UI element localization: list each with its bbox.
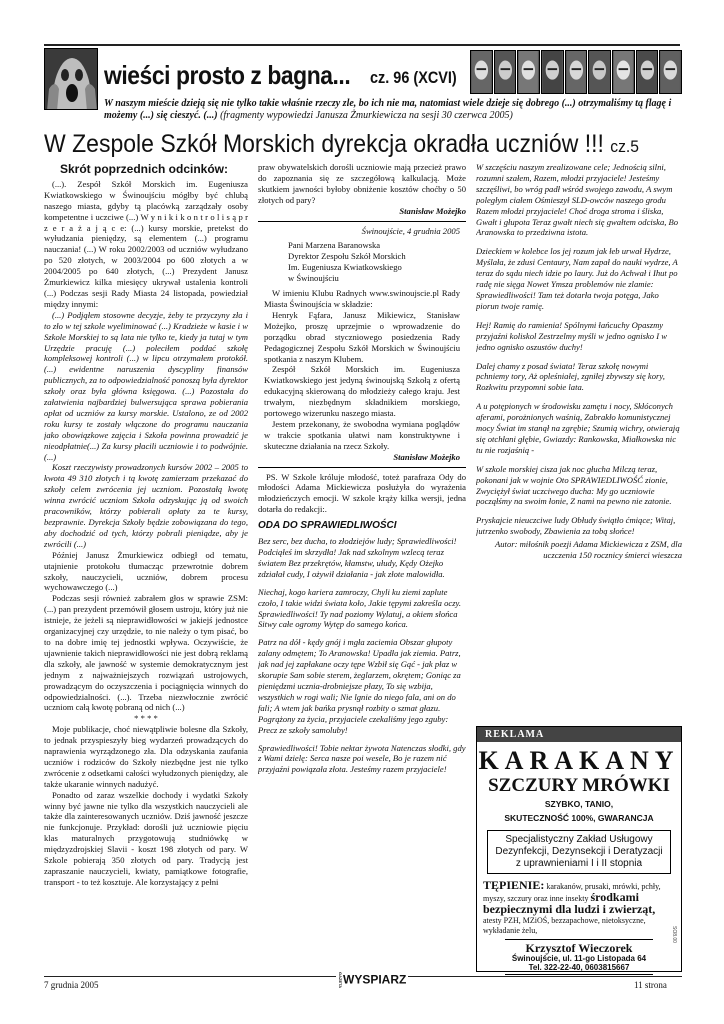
ad-phone: Tel. 322-22-40, 0603815667: [528, 963, 630, 972]
ad-description: [477, 880, 681, 936]
logo-small: GAZETA: [338, 972, 343, 989]
headline-text: W Zespole Szkół Morskich dyrekcja okradła uczniów !!!: [44, 130, 604, 158]
top-rule: [44, 44, 680, 46]
portrait-photo: [636, 50, 659, 94]
poem-stanza: Bez serc, bez ducha, to złodziejów ludy; Sprawiedliwości! Podciąłeś im skrzydła! Jak nad szkolnym wzlecą teraz światem Bez przekrętów, kłamstw, ułudy, Kędy Ożejko zdziałał cudy, I ożywił działania - jak złote malowidła.: [258, 536, 457, 579]
poem-author: Autor: miłośnik poezji Adama Mickiewicza z ZSM, dla uczczenia 150 rocznicy śmierci wieszcza: [495, 539, 682, 561]
ad-tagline: SZYBKO, TANIO,: [544, 799, 614, 809]
paragraph: W imieniu Klubu Radnych www.swinoujscie.pl Rady Miasta Świnoujścia w składzie:: [264, 288, 460, 309]
column-1: [44, 162, 248, 980]
paragraph: PS. W Szkole króluje młodość, toteż parafraza Ody do młodości Adama Mickiewicza posłużyła do wyrażenia młodzieńczych emocji. W szkole krąży kilka wersji, jedna dotarła do redakcji:.: [258, 471, 466, 515]
header-quote: [104, 98, 682, 122]
column-2: [258, 162, 466, 980]
signature: Stanisław Możejko: [399, 205, 466, 216]
portrait-photo: [517, 50, 540, 94]
page-number: 11 strona: [634, 980, 667, 990]
section-subtitle: Skrót poprzednich odcinków:: [60, 162, 229, 176]
poem-stanza: W szkole morskiej cisza jak noc głucha Milczą teraz, pokonani jak w wojnie Oto SPRAWIEDLIWOŚĆ zionie, Zwyciężył świat uczciwego ducha: My go uczniowie począłśmy na swoim łonie, Z nami na pewno nie zatonie.: [476, 463, 672, 507]
ad-service-line: z uprawnieniami I i II stopnia: [515, 858, 643, 869]
face-strip: [470, 50, 682, 94]
poem-stanza: Dzieckiem w kolebce los jej rozum jak łeb urwał Hydrze, Myślała, że zdusi Centaury, Nam zapał do nauki wydrze, A teraz do sądu niech idzie po laury. Już do Achwał i Ihut po radę nie sięga Nowet Ymsza problemów nie zlamie: Sprawiedliwości! Tam też dotarła twoja potęga, Jako piorun twoje ramię.: [476, 246, 678, 311]
portrait-photo: [612, 50, 635, 94]
paragraph: Podczas sesji również zabrałem głos w sprawie ZSM: (...) pan prezydent przemówił głosem ustroju, który już nie istnieje, że jeżeli są nieprawidłowości w jakiejś jednostce organizacyjnej czy urzędzie, to nie należy o tym pisać, bo to na dobre imię tej jednostki wpływa. Oczywiście, że ujawnienie takich nieprawidłowości nie jest dobrą reklamą dla szkoły, ale jawność w systemie demokratycznym jest jednym z najważniejszych rozwiązań ustrojowych, prowadzącym do oczyszczenia i pociągnięcia winnych do odpowiedzialności. (...). Trzeba niezwłocznie zwrócić uczniom całą kwotę pobraną od nich (...): [44, 593, 248, 713]
headline-part: cz.5: [610, 137, 639, 156]
ad-subtitle: SZCZURY MRÓWKI: [488, 775, 670, 796]
paragraph: praw obywatelskich dorośli uczniowie mają przecież prawo do zapoznania się ze szczegółową kalkulacją. Może skutkiem jawności byłoby obniżenie kosztów choćby o 50 złotych od pary?: [258, 162, 466, 205]
ad-tep-word: TĘPIENIE:: [483, 878, 545, 892]
paragraph: Ponadto od zaraz wszelkie dochody i wydatki Szkoły winny być jawne nie tylko dla wszystkich nauczycieli ale także dla zainteresowanych uczniów. Dziś jawność jeszcze nie funkcjonuje. Przykład: dorośli już uczniowie pięciu klas maturalnych przygotowują studniówkę w międzyzdrojskiej Slavii - koszt 198 złotych od pary. W Szkole pobierają 350 złotych od pary. Tradycją jest zapraszanie nauczycieli, kwiaty, pamiątkowe fotografie, transport - to też kosztuje. Ale korzystający z pełni: [44, 789, 248, 887]
ad-contact: [505, 939, 653, 975]
quote-text: W naszym mieście dzieją się nie tylko takie właśnie rzeczy zle, bo ich nie ma, natomiast wiele dzieje się dobrego (...) otrzymaliśmy tą flagę i możemy (...) się cieszyć. (...): [104, 98, 672, 121]
paragraph: (...) Podjąłem stosowne decyzje, żeby te przyczyny zła i to zło w tej szkole wyeliminować (...) Kradzieże w kasie i w Szkole Morskiej to są lata nie tylko te, kiedy ja tutaj w tym Urzędzie pracuję (...) poleciłem poddać szkołę kompleksowej kontroli (...) w lipcu otrzymałem protokół. (...) ewidentne naruszenia dyscypliny finansów publicznych, za to odpowiedzialność ponoszą była dyrektor szkoły oraz była główna księgowa. (...) Pozostała do załatwienia najbardziej bulwersująca sprawa pobierania opłat od uczniów za kursy morskie. Ustalono, ze od 2002 roku kursy te zostały włączone do programu nauczania jako obowiązkowe zajęcia i Szkoła powinna prowadzić je nieodpłatnie(...) Za kursy płacili uczniowie i to podwójnie. (...): [44, 309, 248, 462]
signature: Stanisław Możejko: [393, 451, 460, 462]
ad-tep-att: atesty PZH, MZiOŚ, bezzapachowe, nietoksyczne, wykładanie żelu,: [483, 916, 646, 935]
column-3: [476, 162, 682, 722]
letter-address: Im. Eugeniusza Kwiatkowskiego: [288, 262, 402, 273]
issue-date: 7 grudnia 2005: [44, 980, 99, 990]
ad-address: Świnoujście, ul. 11-go Listopada 64: [511, 954, 647, 963]
letter-box: [258, 221, 466, 468]
paragraph: Henryk Fąfara, Janusz Mikiewicz, Stanisław Możejko, proszę uprzejmie o wprowadzenie do porządku obrad styczniowego posiedzenia Rady Pedagogicznej Zespołu Szkół Morskich w Świnoujściu spotkania z naszym Klubem.: [264, 309, 460, 364]
letter-date: Świnoujście, 4 grudnia 2005: [361, 225, 460, 236]
section-separator: * * * *: [134, 713, 158, 724]
ad-tagline: SKUTECZNOŚĆ 100%, GWARANCJA: [504, 813, 654, 823]
ad-tep-text: karakanów, prusaki, mrówki, pchły, myszy, szczury oraz inne insekty: [483, 882, 661, 903]
portrait-photo: [588, 50, 611, 94]
portrait-photo: [659, 50, 682, 94]
portrait-photo: [541, 50, 564, 94]
paragraph: Koszt rzeczywisty prowadzonych kursów 2002 – 2005 to kwota 49 310 złotych i tą kwotę zamierzam przekazać do szkoły celem zwrócenia jej uczniom. Pozostałą kwotę winna zwrócić uczniom Szkoła odzyskując ją od swoich pracowników, którzy pobierali opłaty za te kursy, bezprawnie. Dyrekcja Szkoły będzie zobowiązana do tego, aby dochodzić od tych, którzy pobrali pieniądze, aby je zwrócili (...): [44, 462, 248, 549]
portrait-photo: [565, 50, 588, 94]
poem-stanza: Niechaj, kogo kariera zamroczy, Chyli ku ziemi zaplute czoło, I takie widzi świata koło, Jakie tępymi zakreśla oczy. Sprawiedliwości! Ty nad poziomy Wylatuj, a okiem słońca Sitwy całe ogromy Wytęp do samego końca.: [258, 586, 462, 630]
paragraph: Moje publikacje, choć niewątpliwie bolesne dla Szkoły, to jednak przyspieszyły bieg wydarzeń prowadzących do naprawienia wyrządzonego zła. Dla odzyskania zaufania uczniów i rodziców do Szkoły niezbędne jest nie tylko zwrócenie z odsetkami całości wyłudzonych pieniędzy, ale także ukaranie winnych nadużyć.: [44, 724, 248, 789]
ad-tep-bold: środkami bezpiecznymi dla ludzi i zwierząt,: [483, 890, 656, 916]
series-number: cz. 96 (XCVI): [370, 68, 457, 87]
article-headline: [44, 130, 639, 161]
ad-service-box: [487, 830, 671, 874]
publication-logo: [336, 972, 408, 988]
ad-brand: KARAKANY: [478, 746, 680, 775]
quote-source: (fragmenty wypowiedzi Janusza Żmurkiewicza na sesji 30 czerwca 2005): [220, 110, 513, 121]
letter-address: Pani Marzena Baranowska: [288, 240, 381, 251]
letter-address: Dyrektor Zespołu Szkół Morskich: [288, 251, 406, 262]
advertisement: [476, 726, 682, 972]
poem-stanza: Sprawiedliwości! Tobie nektar żywota Natenczas słodki, gdy z Wami dzielę: Serca nasze poi wesele, Bo je razem nić przyjaźni powiązała złota. Jesteśmy razem przyjaciele!: [258, 742, 466, 775]
poem-stanza: W szczęściu naszym zrealizowane cele; Jednością silni, rozumni szałem, Razem, młodzi przyjaciele! Jesteśmy szczęśliwi, bo wróg padł wśród swojego zawodu, A swym poległym ciałem Ośmieszył SLD-owców naszego grodu Razem młodzi przyjaciele! Choć droga stroma i śliska, Gwałt i głupota Teraz gwałt niech się gwałtem odciska, Bo Aranowska to przedziwna istota.: [476, 162, 679, 238]
scream-illustration: [44, 48, 98, 110]
ad-owner: Krzysztof Wieczorek: [525, 941, 633, 955]
poem-stanza: Hej! Ramię do ramienia! Spólnymi łańcuchy Opaszmy przyjaźni koliskol Zestrzelmy myśli w jedno ognisko I w jedno ognisko oszustów duchy!: [476, 319, 667, 352]
paragraph: Później Janusz Żmurkiewicz odbiegł od tematu, utajnienie protokołu tłumacząc przewrotnie dobrem szkoły, nauczycieli, uczniów, dobrem procesu wychowawczego (...): [44, 549, 248, 593]
poem-stanza: A u potępionych w środowisku zamętu i nocy, Skłóconych aferami, porożnionych waśnią, Zabrakło komunistycznej mocy Świat im stanął na zgrębie; Szumią wichry, otwierają się otchłani głębie, Gwiazdy: Rankowska, Miałkowska nic tu nie rozjaśnią -: [476, 401, 680, 455]
poem: [258, 536, 466, 775]
poem-stanza: Dalej chamy z posad świata! Teraz szkołę nowymi pchniemy tory, Aż opleśniałej, zgniłej zbywszy się kory, Rozkwitu przypomni sobie lata.: [476, 360, 665, 393]
paragraph: (...). Zespół Szkół Morskich im. Eugeniusza Kwiatkowskiego w Świnoujściu mógłby być chlubą naszego miasta, gdyby tą placówką zarządzały osoby kompetentne i uczciwe (...) W y n i k i k o n t r o l i s ą p r z e r a ż a j ą c e: (...) kursy morskie, pretekst do wyłudzania pieniędzy, są elementem (...) programu nauczania! (...) W roku 2002/2003 od uczniów wyłudzano po 520 złotych, w 2003/2004 po 600 złotych a w 2004/2005 po 640 złotych, (...) Prezydent Janusz Żmurkiewicz kilka miesięcy ukrywał ustalenia kontroli (...) Podczas sesji Rady Miasta 24 listopada, powiedział między innymi:: [44, 178, 248, 309]
logo-text: WYSPIARZ: [343, 972, 407, 987]
portrait-photo: [494, 50, 517, 94]
ad-service-line: Specjalistyczny Zakład Usługowy: [505, 834, 653, 845]
portrait-photo: [470, 50, 493, 94]
poem-stanza: Pryskajcie nieuczciwe ludy Obłudy świątło ćmiące; Witaj, jutrzenko swobody, Zbawienia za tobą słońce!: [476, 515, 676, 537]
series-title: wieści prosto z bagna...: [104, 60, 351, 90]
ad-header: REKLAMA: [477, 727, 681, 742]
paragraph: Jestem przekonany, że swobodna wymiana poglądów w trakcie spotkania ułatwi nam konstruktywne i skuteczne działania na rzecz Szkoły.: [264, 418, 460, 451]
paragraph: Zespół Szkół Morskich im. Eugeniusza Kwiatkowskiego jest jedyną świnoujską Szkołą z ofertą edukacyjną skierowaną do młodzieży całego kraju. Jest trwałym, niezbędnym składnikiem morskiego, portowego wizerunku naszego miasta.: [264, 364, 460, 419]
ad-service-line: Dezynfekcji, Dezynsekcji i Deratyzacji: [495, 846, 663, 857]
letter-address: w Świnoujściu: [288, 273, 339, 284]
poem-stanza: Patrz na dół - kędy gnój i mgła zaciemia Obszar głupoty zalany odmętem; To Aranowska! Upadła jak ziemia. Patrz, jak nad jej zapłakane oczy tępe Wzbił się Gąć - jak płaz w skorupie Sam sobie sterem, żeglarzem, okrętem; Goniąc za pieniędzmi ucznia-drobniejsze płazy, To się wzbija, wszystkich w rogi wali; Nie lgnie do niego fala, ani on do fali; A wtem jak bańka prysnął rozbity o szmat głazu. Pogrążony za życia, przyjaciele czekaliśmy jego zguby: Precz ze szkoły samoluby!: [258, 637, 461, 735]
ad-code: SO8.00: [671, 926, 677, 943]
poem-title: ODA DO SPRAWIEDLIWOŚCI: [258, 520, 397, 532]
